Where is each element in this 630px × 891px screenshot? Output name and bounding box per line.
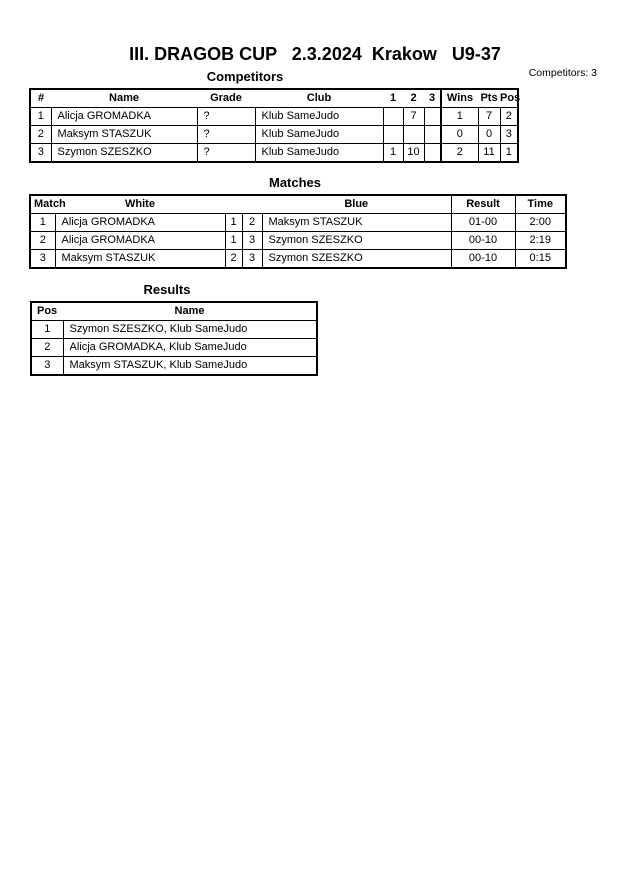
cell-club: Klub SameJudo [255, 144, 383, 163]
results-table [30, 301, 318, 376]
table-row [30, 144, 518, 163]
cell-num: 3 [30, 144, 51, 163]
cell-time: 0:15 [515, 250, 566, 269]
col-header-pos: Pos [31, 302, 63, 321]
cell-result: 00-10 [451, 250, 515, 269]
cell-grade: ? [197, 144, 255, 163]
cell-name: Maksym STASZUK, Klub SameJudo [63, 357, 317, 376]
cell-match-num: 1 [30, 214, 55, 232]
cell-pos: 1 [500, 144, 518, 163]
table-header-row [31, 302, 317, 321]
col-header-name: Name [63, 302, 317, 321]
col-header-white-num [225, 195, 242, 214]
cell-vs1 [383, 108, 403, 126]
table-row [30, 108, 518, 126]
cell-club: Klub SameJudo [255, 108, 383, 126]
cell-num: 2 [30, 126, 51, 144]
cell-blue-num: 3 [242, 232, 262, 250]
cell-grade: ? [197, 126, 255, 144]
cell-white-num: 2 [225, 250, 242, 269]
col-header-wins: Wins [441, 89, 478, 108]
col-header-white: White [55, 195, 225, 214]
cell-vs1: 1 [383, 144, 403, 163]
cell-name: Szymon SZESZKO [51, 144, 197, 163]
table-row [30, 126, 518, 144]
col-header-result: Result [451, 195, 515, 214]
table-row [31, 339, 317, 357]
cell-name: Szymon SZESZKO, Klub SameJudo [63, 321, 317, 339]
col-header-grade: Grade [197, 89, 255, 108]
table-header-row [30, 195, 566, 214]
cell-blue-num: 3 [242, 250, 262, 269]
cell-pos: 1 [31, 321, 63, 339]
col-header-match: Match [30, 195, 55, 214]
cell-time: 2:00 [515, 214, 566, 232]
cell-wins: 0 [441, 126, 478, 144]
cell-pos: 2 [500, 108, 518, 126]
table-row [30, 250, 566, 269]
col-header-name: Name [51, 89, 197, 108]
col-header-2: 2 [403, 89, 424, 108]
cell-white-num: 1 [225, 232, 242, 250]
table-row [30, 214, 566, 232]
page-title: III. DRAGOB CUP 2.3.2024 Krakow U9-37 [129, 44, 501, 64]
cell-vs3 [424, 108, 441, 126]
col-header-blue: Blue [262, 195, 451, 214]
table-row [31, 321, 317, 339]
cell-result: 01-00 [451, 214, 515, 232]
cell-result: 00-10 [451, 232, 515, 250]
cell-name: Alicja GROMADKA, Klub SameJudo [63, 339, 317, 357]
col-header-pts: Pts [478, 89, 500, 108]
col-header-1: 1 [383, 89, 403, 108]
col-header-time: Time [515, 195, 566, 214]
competitors-table [29, 88, 519, 163]
cell-wins: 2 [441, 144, 478, 163]
cell-pos: 3 [31, 357, 63, 376]
table-header-row [30, 89, 518, 108]
section-title-matches: Matches [268, 175, 322, 190]
cell-white-name: Alicja GROMADKA [55, 232, 225, 250]
section-title-competitors: Competitors [206, 69, 284, 84]
cell-blue-num: 2 [242, 214, 262, 232]
col-header-pos: Pos [500, 89, 518, 108]
cell-white-name: Maksym STASZUK [55, 250, 225, 269]
cell-name: Alicja GROMADKA [51, 108, 197, 126]
cell-white-num: 1 [225, 214, 242, 232]
cell-pos: 3 [500, 126, 518, 144]
cell-vs1 [383, 126, 403, 144]
cell-vs2: 10 [403, 144, 424, 163]
cell-pts: 7 [478, 108, 500, 126]
matches-table [29, 194, 567, 269]
cell-num: 1 [30, 108, 51, 126]
cell-vs3 [424, 144, 441, 163]
cell-pts: 11 [478, 144, 500, 163]
cell-time: 2:19 [515, 232, 566, 250]
cell-match-num: 3 [30, 250, 55, 269]
cell-club: Klub SameJudo [255, 126, 383, 144]
cell-wins: 1 [441, 108, 478, 126]
cell-blue-name: Maksym STASZUK [262, 214, 451, 232]
col-header-club: Club [255, 89, 383, 108]
col-header-num: # [30, 89, 51, 108]
col-header-3: 3 [424, 89, 441, 108]
cell-vs2: 7 [403, 108, 424, 126]
cell-name: Maksym STASZUK [51, 126, 197, 144]
cell-vs2 [403, 126, 424, 144]
col-header-blue-num [242, 195, 262, 214]
cell-blue-name: Szymon SZESZKO [262, 232, 451, 250]
cell-match-num: 2 [30, 232, 55, 250]
cell-grade: ? [197, 108, 255, 126]
cell-white-name: Alicja GROMADKA [55, 214, 225, 232]
cell-pts: 0 [478, 126, 500, 144]
table-row [31, 357, 317, 376]
table-row [30, 232, 566, 250]
cell-pos: 2 [31, 339, 63, 357]
cell-vs3 [424, 126, 441, 144]
competitors-count: Competitors: 3 [528, 67, 597, 79]
section-title-results: Results [143, 282, 191, 297]
cell-blue-name: Szymon SZESZKO [262, 250, 451, 269]
